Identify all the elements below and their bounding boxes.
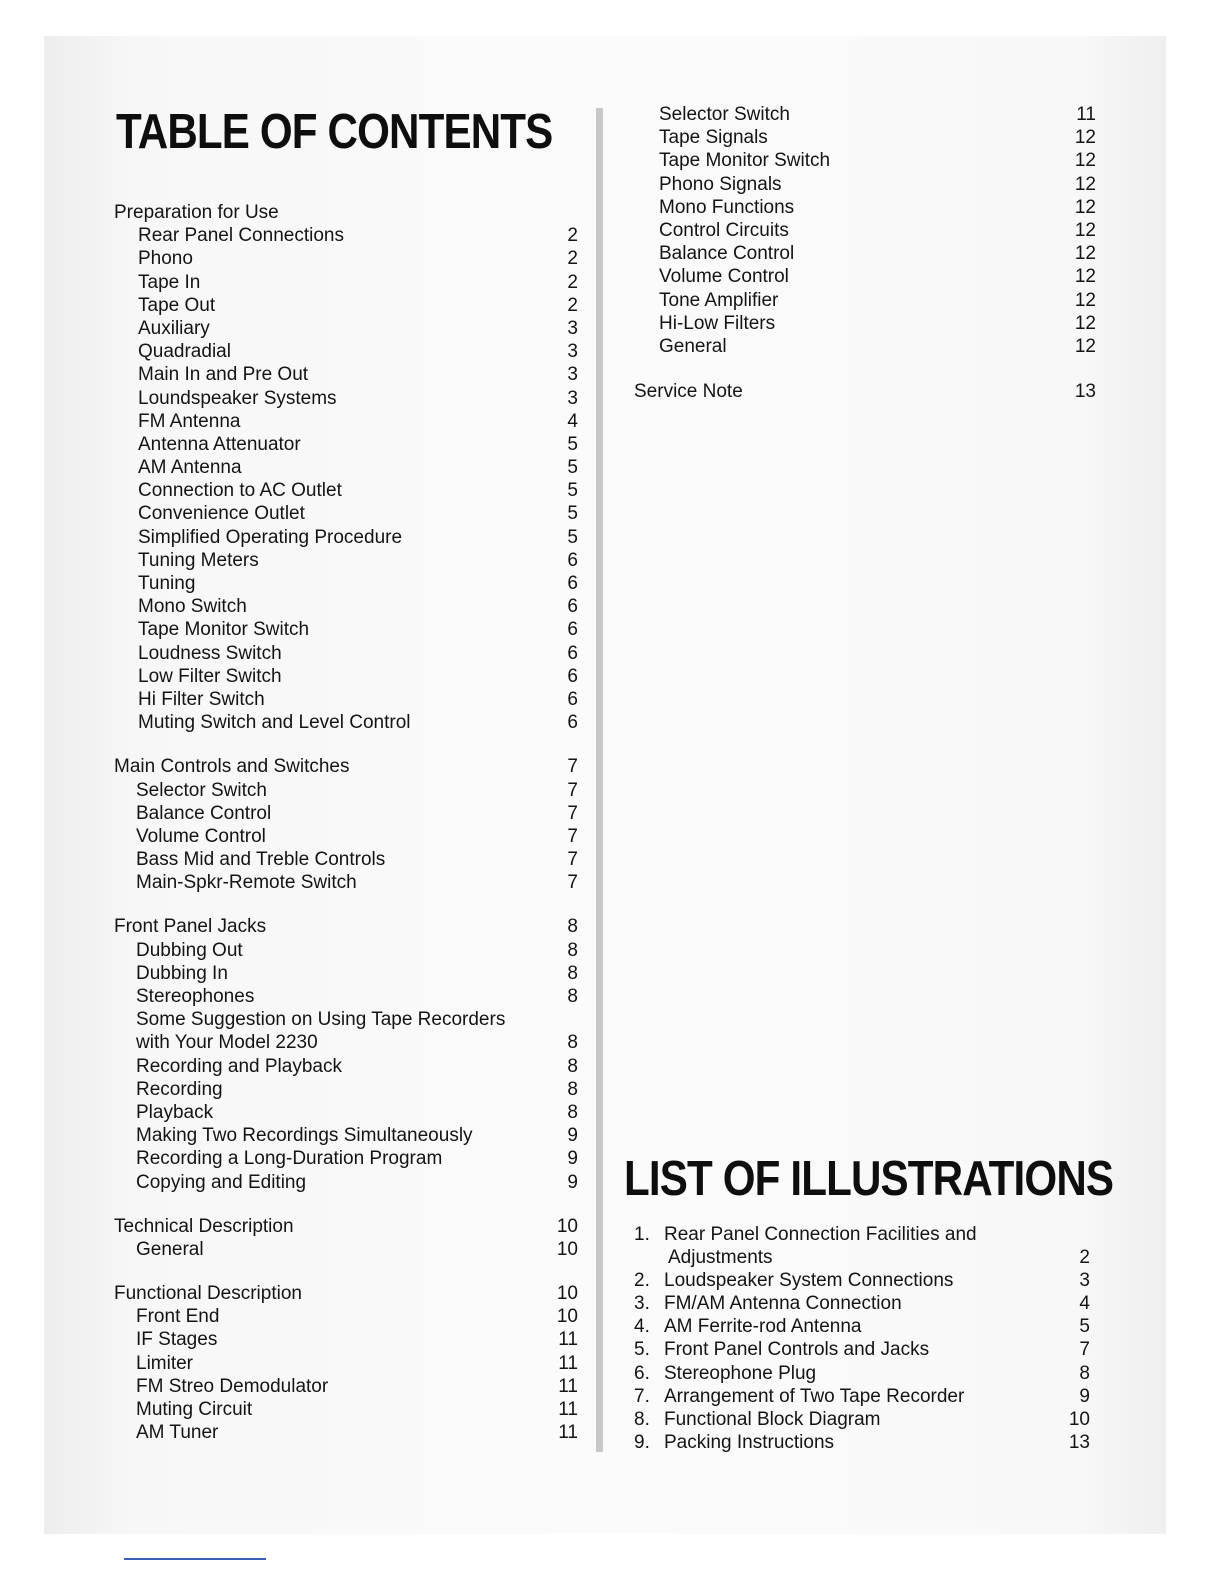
entry-page-number: 6	[567, 619, 578, 641]
entry-page-number: 2	[567, 271, 578, 293]
entry-label: Volume Control	[659, 266, 789, 288]
entry-label: Tape Monitor Switch	[659, 150, 831, 172]
entry-page-number: 4	[567, 410, 578, 432]
toc-entry	[114, 1055, 578, 1078]
toc-section-heading	[114, 915, 578, 938]
entry-page-number: 3	[567, 341, 578, 363]
toc-entry	[114, 1352, 578, 1375]
illustration-label	[664, 1292, 1060, 1315]
illustration-page-number: 7	[1079, 1339, 1090, 1361]
entry-page-number: 8	[567, 1078, 578, 1100]
entry-label: Tape In	[138, 271, 201, 293]
entry-label: Selector Switch	[136, 779, 267, 801]
entry-label: Selector Switch	[659, 104, 790, 125]
entry-label: Recording and Playback	[136, 1055, 342, 1077]
toc-entry	[114, 871, 578, 894]
entry-label: Tape Signals	[659, 127, 768, 149]
toc-section-heading	[114, 201, 578, 224]
entry-page-number: 7	[567, 802, 578, 824]
illustration-page-number: 3	[1079, 1270, 1090, 1292]
entry-label: Dubbing In	[136, 962, 228, 984]
entry-label: with Your Model 2230	[136, 1032, 318, 1054]
entry-label: Tuning	[138, 573, 196, 594]
entry-page-number: 13	[1074, 381, 1096, 403]
entry-label: Tape Monitor Switch	[138, 619, 310, 641]
toc-entry	[114, 642, 578, 665]
entry-page-number: 5	[567, 480, 578, 502]
illustration-number: 3.	[634, 1293, 650, 1315]
illustration-label	[664, 1338, 1060, 1361]
entry-label: Bass Mid and Treble Controls	[136, 849, 386, 871]
toc-section	[114, 1215, 578, 1261]
toc-entry	[114, 1101, 578, 1124]
entry-label: Service Note	[634, 381, 743, 403]
toc-entry	[114, 618, 578, 641]
toc-entry	[114, 410, 578, 433]
entry-page-number: 5	[567, 526, 578, 548]
entry-page-number: 7	[567, 756, 578, 778]
illustration-label-line: Packing Instructions	[664, 1431, 835, 1453]
entry-page-number: 12	[1074, 196, 1096, 218]
illustrations-title: LIST OF ILLUSTRATIONS	[624, 1152, 1114, 1206]
entry-label: Low Filter Switch	[138, 665, 282, 687]
illustration-label	[664, 1269, 1060, 1292]
entry-page-number: 3	[567, 364, 578, 386]
illustration-number: 1.	[634, 1224, 650, 1245]
entry-label: Muting Switch and Level Control	[138, 712, 411, 734]
entry-page-number: 5	[567, 433, 578, 455]
entry-page-number: 9	[567, 1148, 578, 1170]
toc-service-note	[634, 380, 1096, 403]
entry-label: Balance Control	[136, 802, 272, 824]
illustration-page-number: 5	[1079, 1316, 1090, 1338]
entry-label: Main-Spkr-Remote Switch	[136, 872, 357, 894]
entry-page-number: 3	[567, 317, 578, 339]
entry-label: Balance Control	[659, 243, 795, 265]
entry-page-number: 7	[567, 849, 578, 871]
entry-page-number: 2	[567, 225, 578, 247]
illustration-number: 8.	[634, 1408, 650, 1430]
entry-label: Tape Out	[138, 294, 216, 316]
illustrations-list	[634, 1223, 1090, 1454]
toc-right-column	[634, 103, 1096, 403]
toc-entry	[114, 294, 578, 317]
toc-entry	[114, 1078, 578, 1101]
toc-entry	[114, 985, 578, 1008]
entry-page-number: 11	[558, 1399, 578, 1420]
entry-page-number: 10	[556, 1238, 578, 1260]
column-divider	[596, 108, 603, 1452]
illustration-label	[664, 1385, 1060, 1408]
illustration-entry	[634, 1431, 1090, 1454]
illustration-number: 2.	[634, 1270, 650, 1292]
toc-entry	[114, 1421, 578, 1444]
illustration-label-line: Stereophone Plug	[664, 1362, 817, 1384]
toc-entry	[114, 1305, 578, 1328]
footer-rule	[124, 1558, 266, 1560]
entry-page-number: 11	[1076, 104, 1096, 125]
entry-label: Recording a Long-Duration Program	[136, 1148, 443, 1170]
toc-section	[114, 915, 578, 1193]
toc-entry	[634, 103, 1096, 126]
entry-label: Loudness Switch	[138, 642, 282, 664]
entry-page-number: 8	[567, 1055, 578, 1077]
toc-entry	[114, 456, 578, 479]
illustration-label-line: Front Panel Controls and Jacks	[664, 1339, 930, 1361]
entry-page-number: 6	[567, 549, 578, 571]
toc-entry	[114, 1171, 578, 1194]
entry-label: Tone Amplifier	[659, 289, 779, 311]
illustration-entry	[634, 1315, 1090, 1338]
entry-page-number: 9	[567, 1171, 578, 1193]
toc-entry	[114, 247, 578, 270]
illustration-page-number: 13	[1068, 1431, 1090, 1453]
entry-page-number: 2	[567, 294, 578, 316]
toc-entry	[114, 848, 578, 871]
toc-entry	[114, 1238, 578, 1261]
entry-page-number: 8	[567, 1101, 578, 1123]
entry-page-number: 8	[567, 986, 578, 1007]
toc-section	[114, 201, 578, 734]
entry-page-number: 6	[567, 596, 578, 618]
toc-entry	[114, 962, 578, 985]
entry-label: Main In and Pre Out	[138, 364, 309, 386]
entry-page-number: 12	[1074, 173, 1096, 195]
toc-entry	[114, 1031, 578, 1054]
entry-label: Copying and Editing	[136, 1171, 307, 1193]
entry-page-number: 7	[567, 779, 578, 801]
toc-entry	[114, 825, 578, 848]
toc-entry	[114, 502, 578, 525]
entry-label: Quadradial	[138, 341, 231, 363]
toc-entry	[114, 549, 578, 572]
entry-label: Simplified Operating Procedure	[138, 526, 403, 548]
illustration-entry	[634, 1362, 1090, 1385]
entry-page-number: 8	[567, 939, 578, 961]
entry-label: General	[659, 335, 727, 357]
illustration-page-number: 4	[1079, 1293, 1090, 1315]
entry-page-number: 12	[1074, 219, 1096, 241]
toc-entry	[634, 289, 1096, 312]
toc-entry	[114, 779, 578, 802]
entry-label: AM Tuner	[136, 1422, 219, 1444]
illustration-label-line: Rear Panel Connection Facilities and	[664, 1224, 977, 1245]
illustration-label	[664, 1362, 1060, 1385]
illustration-page-number: 8	[1079, 1362, 1090, 1384]
illustration-label-line: Loudspeaker System Connections	[664, 1270, 954, 1292]
entry-page-number: 9	[567, 1125, 578, 1147]
entry-page-number: 2	[567, 248, 578, 270]
entry-label: Recording	[136, 1078, 223, 1100]
toc-entry	[114, 802, 578, 825]
entry-label: Main Controls and Switches	[114, 756, 350, 778]
illustration-entry	[634, 1223, 1090, 1269]
entry-page-number: 6	[567, 688, 578, 710]
entry-label: Playback	[136, 1101, 214, 1123]
toc-entry	[634, 242, 1096, 265]
toc-entry	[634, 149, 1096, 172]
toc-entry	[114, 1398, 578, 1421]
toc-entry	[114, 387, 578, 410]
illustration-label-line: Adjustments	[668, 1247, 773, 1269]
entry-page-number: 11	[558, 1422, 578, 1444]
illustration-entry	[634, 1269, 1090, 1292]
entry-label: Limiter	[136, 1352, 194, 1374]
entry-page-number: 12	[1074, 266, 1096, 288]
entry-label: IF Stages	[136, 1329, 218, 1351]
toc-section-heading	[114, 755, 578, 778]
illustration-entry	[634, 1385, 1090, 1408]
entry-label: Functional Description	[114, 1283, 302, 1305]
entry-label: Mono Switch	[138, 596, 247, 618]
illustration-label	[664, 1223, 1060, 1269]
entry-label: Technical Description	[114, 1215, 294, 1237]
toc-entry	[114, 711, 578, 734]
toc-entry	[114, 340, 578, 363]
toc-entry	[634, 126, 1096, 149]
entry-page-number: 7	[567, 872, 578, 894]
toc-entry	[634, 196, 1096, 219]
illustration-number: 9.	[634, 1431, 650, 1453]
entry-label: Tuning Meters	[138, 549, 259, 571]
entry-page-number: 11	[558, 1329, 578, 1351]
illustration-label-line: Functional Block Diagram	[664, 1408, 881, 1430]
toc-section-heading	[114, 1282, 578, 1305]
entry-label: FM Streo Demodulator	[136, 1375, 329, 1397]
entry-label: Stereophones	[136, 986, 255, 1007]
toc-entry	[114, 317, 578, 340]
entry-page-number: 12	[1074, 127, 1096, 149]
illustration-page-number: 10	[1068, 1408, 1090, 1430]
entry-page-number: 11	[558, 1352, 578, 1374]
illustration-number: 5.	[634, 1339, 650, 1361]
entry-label: Auxiliary	[138, 317, 210, 339]
toc-entry	[634, 312, 1096, 335]
toc-entry	[634, 219, 1096, 242]
toc-section	[114, 1282, 578, 1444]
illustration-label-line: Arrangement of Two Tape Recorder	[664, 1385, 965, 1407]
entry-label: Preparation for Use	[114, 202, 279, 223]
toc-entry	[114, 572, 578, 595]
illustration-label	[664, 1431, 1060, 1454]
entry-page-number: 12	[1074, 243, 1096, 265]
illustration-entry	[634, 1292, 1090, 1315]
entry-label: Loundspeaker Systems	[138, 387, 337, 409]
toc-entry	[114, 363, 578, 386]
toc-entry	[114, 433, 578, 456]
entry-page-number: 7	[567, 825, 578, 847]
entry-label: Rear Panel Connections	[138, 225, 344, 247]
entry-label: Dubbing Out	[136, 939, 243, 961]
entry-label: Front End	[136, 1306, 220, 1328]
entry-page-number: 8	[567, 962, 578, 984]
toc-entry	[114, 1008, 578, 1031]
entry-page-number: 12	[1074, 289, 1096, 311]
entry-page-number: 12	[1074, 335, 1096, 357]
entry-page-number: 5	[567, 457, 578, 479]
entry-label: Muting Circuit	[136, 1399, 253, 1420]
entry-page-number: 3	[567, 387, 578, 409]
entry-label: Mono Functions	[659, 196, 795, 218]
illustration-number: 7.	[634, 1385, 650, 1407]
entry-page-number: 12	[1074, 150, 1096, 172]
toc-section-continued	[634, 103, 1096, 358]
toc-entry	[114, 1375, 578, 1398]
illustration-entry	[634, 1338, 1090, 1361]
entry-label: General	[136, 1238, 204, 1260]
entry-page-number: 11	[558, 1375, 578, 1397]
toc-entry	[634, 173, 1096, 196]
toc-entry	[114, 939, 578, 962]
toc-section	[114, 755, 578, 894]
toc-entry	[114, 595, 578, 618]
toc-entry	[114, 1147, 578, 1170]
toc-entry	[114, 526, 578, 549]
toc-entry	[634, 335, 1096, 358]
illustration-number: 4.	[634, 1316, 650, 1338]
toc-entry	[114, 271, 578, 294]
entry-label: Making Two Recordings Simultaneously	[136, 1125, 473, 1147]
illustration-label-line: FM/AM Antenna Connection	[664, 1293, 902, 1315]
toc-entry	[114, 479, 578, 502]
entry-page-number: 10	[556, 1306, 578, 1328]
entry-label: AM Antenna	[138, 457, 242, 479]
entry-page-number: 5	[567, 503, 578, 525]
toc-entry	[634, 265, 1096, 288]
entry-page-number: 8	[567, 916, 578, 938]
entry-label: Front Panel Jacks	[114, 916, 267, 938]
entry-label: Convenience Outlet	[138, 503, 305, 525]
toc-title: TABLE OF CONTENTS	[116, 105, 553, 159]
entry-label: Hi Filter Switch	[138, 688, 265, 710]
toc-entry	[114, 1124, 578, 1147]
illustration-label-line: AM Ferrite-rod Antenna	[664, 1316, 862, 1338]
toc-entry	[114, 224, 578, 247]
illustration-page-number: 9	[1079, 1385, 1090, 1407]
entry-label: Phono Signals	[659, 173, 782, 195]
illustration-label	[664, 1315, 1060, 1338]
entry-page-number: 10	[556, 1215, 578, 1237]
entry-label: Some Suggestion on Using Tape Recorders	[136, 1009, 506, 1031]
entry-page-number: 12	[1074, 312, 1096, 334]
entry-page-number: 6	[567, 642, 578, 664]
entry-label: Volume Control	[136, 825, 266, 847]
entry-label: Control Circuits	[659, 219, 789, 241]
entry-page-number: 6	[567, 712, 578, 734]
entry-page-number: 8	[567, 1032, 578, 1054]
entry-page-number: 6	[567, 573, 578, 594]
illustration-page-number: 2	[1079, 1247, 1090, 1269]
entry-page-number: 10	[556, 1283, 578, 1305]
entry-label: Connection to AC Outlet	[138, 480, 342, 502]
illustration-number: 6.	[634, 1362, 650, 1384]
toc-left-column	[114, 201, 578, 1465]
entry-label: Hi-Low Filters	[659, 312, 776, 334]
illustration-label	[664, 1408, 1060, 1431]
entry-page-number: 6	[567, 665, 578, 687]
toc-entry	[114, 1328, 578, 1351]
toc-entry	[114, 688, 578, 711]
entry-label: Phono	[138, 248, 193, 270]
entry-label: Antenna Attenuator	[138, 433, 301, 455]
illustration-entry	[634, 1408, 1090, 1431]
entry-label: FM Antenna	[138, 410, 241, 432]
toc-entry	[114, 665, 578, 688]
toc-section-heading	[114, 1215, 578, 1238]
